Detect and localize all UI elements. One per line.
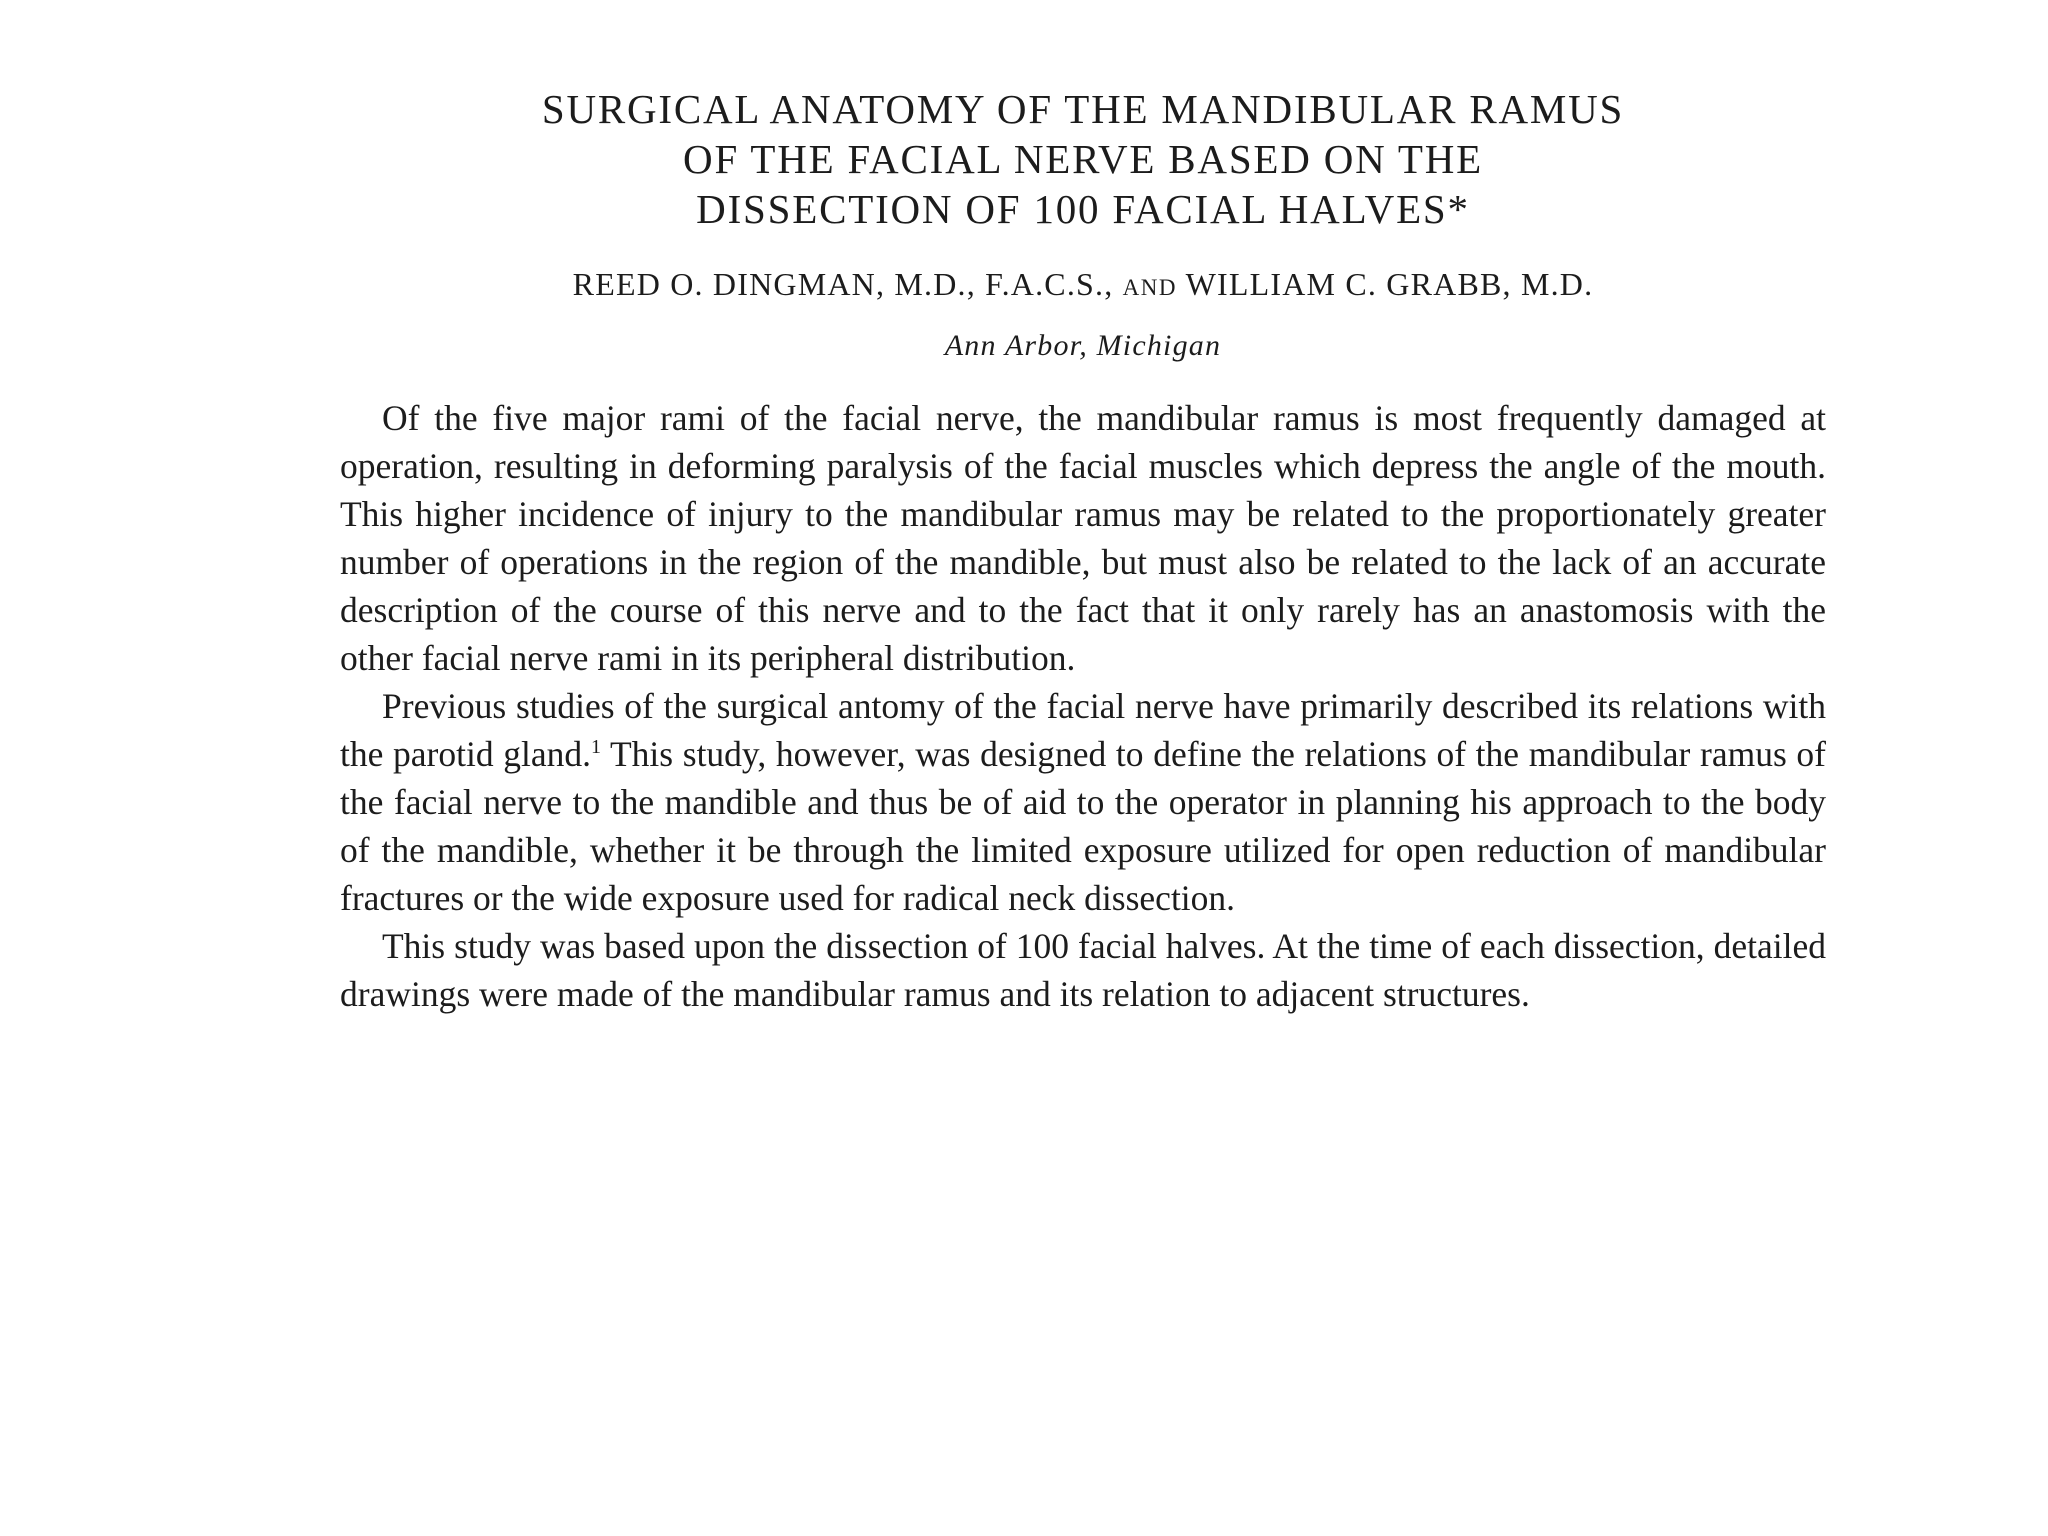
article-body [340,394,1826,1018]
author-line [340,264,1826,308]
title-line-3: DISSECTION OF 100 FACIAL HALVES* [696,186,1470,232]
title-line-2: OF THE FACIAL NERVE BASED ON THE [683,136,1483,182]
article-page [340,84,1826,1018]
article-title [340,84,1826,234]
author-second: WILLIAM C. GRABB, M.D. [1185,266,1594,302]
paragraph-1: Of the five major rami of the facial nerve, the mandibular ramus is most frequently damaged at operation, resulting in deforming paralysis of the facial muscles which depress the angle of the mouth. This higher incidence of injury to the mandibular ramus may be related to the proportionately greater number of operations in the region of the mandible, but must also be related to the lack of an accurate description of the course of this nerve and to the fact that it only rarely has an anastomosis with the other facial nerve rami in its peripheral distribution. [340,398,1826,678]
title-line-1: SURGICAL ANATOMY OF THE MANDIBULAR RAMUS [541,86,1625,132]
paragraph-2 [340,682,1826,922]
paragraph-2-text-a: Previous studies of the surgical antomy of the facial nerve have primarily described its relations with the parotid gland. [340,686,1826,774]
paragraph-3: This study was based upon the dissection of 100 facial halves. At the time of each dissection, detailed drawings were made of the mandibular ramus and its relation to adjacent structures. [340,926,1826,1014]
author-conjunction: AND [1122,275,1177,300]
paragraph-2-text-b: This study, however, was designed to define the relations of the mandibular ramus of the facial nerve to the mandible and thus be of aid to the operator in planning his approach to the body of the mandible, whether it be through the limited exposure utilized for open reduction of mandibular fractures or the wide exposure used for radical neck dissection. [340,734,1826,918]
author-first: REED O. DINGMAN, M.D., F.A.C.S., [572,266,1114,302]
affiliation: Ann Arbor, Michigan [944,329,1222,362]
footnote-ref-1: 1 [590,736,601,758]
